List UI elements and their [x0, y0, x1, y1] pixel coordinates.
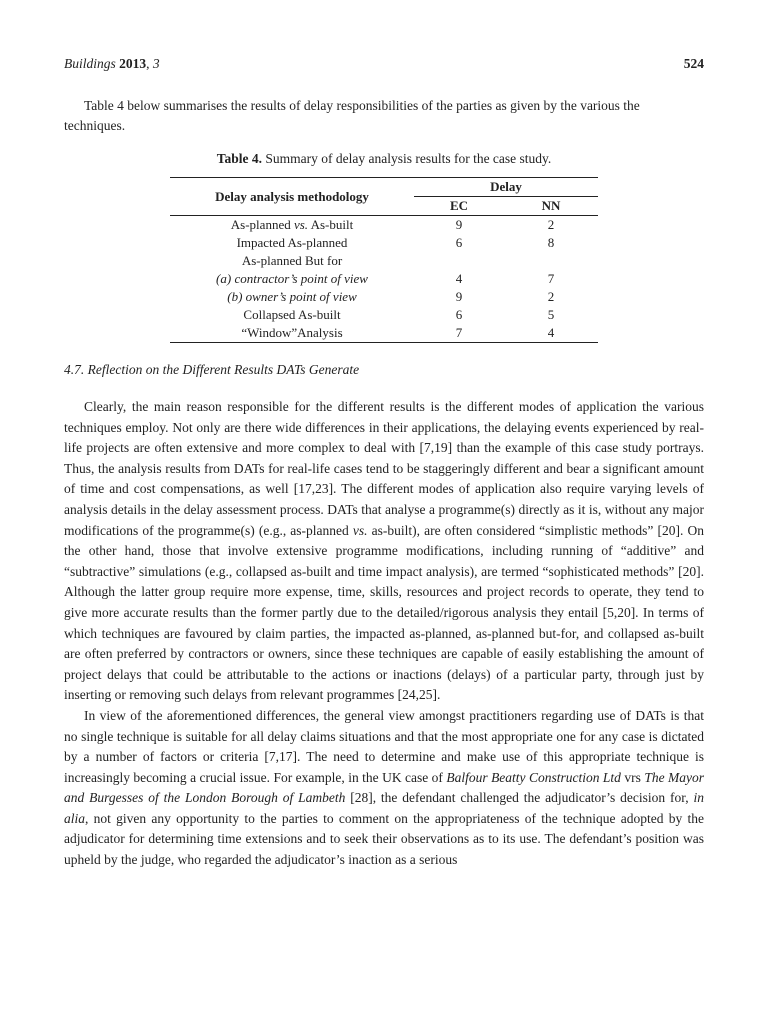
- page-number: 524: [683, 56, 704, 71]
- paragraph-2: In view of the aforementioned differences, the general view amongst practitioners regarding use of DATs is that no single technique is suitable for all delay claims situations and that the most appropriate one for any case is dictated by a number of factors or criteria [7,17]. The need to determine and make use of this appropriate technique is increasingly becoming a crucial issue. For example, in the UK case of Balfour Beatty Construction Ltd vrs The Mayor and Burgesses of the London Borough of Lambeth [28], the defendant challenged the adjudicator’s decision for, in alia, not given any opportunity to the parties to comment on the appropriateness of the technique adopted by the adjudicator for determining time extensions and to seek their observations as to its use. The defendant’s position was upheld by the judge, who regarded the adjudicator’s inaction as a serious: [64, 707, 704, 868]
- nn-cell: 5: [547, 307, 555, 322]
- journal-volume: 3: [152, 56, 160, 71]
- ec-cell: 6: [455, 235, 463, 250]
- header-methodology: Delay analysis methodology: [170, 178, 414, 216]
- paragraph-1: Clearly, the main reason responsible for the different results is the different modes of application the various techniques employ. Not only are there wide differences in their applications, the delaying events experienced by real-life projects are often extensive and more complex to deal with [7,19] than the example of this case study portrays. Thus, the analysis results from DATs for real-life cases tend to be staggeringly different and bear a significant amount of time and cost compensations, as well [17,23]. The different modes of application also require varying levels of analysis details in the delay assessment process. DATs that analyse a programme(s) directly as it is, without any major modifications of the programme(s) (e.g., as-planned vs. as-built), are often considered “simplistic methods” [20]. On the other hand, those that involve extensive programme modifications, including running of “additive” and “subtractive” simulations (e.g., collapsed as-built and time impact analysis), are termed “sophisticated methods” [20]. Although the latter group require more expense, time, skills, resources and project records to operate, they tend to give more accurate results than the former partly due to the detailed/rigorous analysis they entail [5,20]. In terms of which techniques are favoured by claim parties, the impacted as-planned, as-planned but-for, and collapsed as-built are often preferred by contractors or owners, since these techniques are capable of easily establishing the amount of project delays that could be attributable to the actions or inactions (delays) of a particular party, through just by inserting or removing such delays from relevant programmes [24,25].: [64, 399, 704, 703]
- table-row: [170, 270, 598, 288]
- ec-cell: 4: [455, 271, 463, 286]
- table-row: [170, 234, 598, 252]
- nn-cell: 4: [504, 324, 598, 343]
- delay-results-table: [170, 177, 598, 343]
- method-cell: “Window”Analysis: [170, 324, 414, 343]
- journal-name: Buildings: [64, 56, 116, 71]
- journal-year: 2013: [119, 56, 147, 71]
- ec-cell: [414, 252, 504, 270]
- ec-cell: 6: [455, 307, 463, 322]
- header-nn: NN: [504, 197, 598, 216]
- nn-cell: 8: [547, 235, 555, 250]
- method-cell: As-planned vs. As-built: [230, 217, 354, 232]
- table-row: [170, 324, 598, 343]
- header-delay: Delay: [414, 178, 598, 197]
- method-cell: As-planned But for: [241, 253, 343, 268]
- running-header: Buildings 2013, 3: [64, 56, 160, 71]
- nn-cell: 2: [547, 217, 555, 232]
- intro-paragraph: Table 4 below summarises the results of delay responsibilities of the parties as given by the various the techniques.: [64, 98, 640, 133]
- nn-cell: 7: [547, 271, 555, 286]
- table-caption-text: Summary of delay analysis results for the case study.: [265, 151, 552, 166]
- method-cell: (a) contractor’s point of view: [216, 271, 368, 286]
- ec-cell: 7: [414, 324, 504, 343]
- method-cell: (b) owner’s point of view: [227, 289, 357, 304]
- body-text: [64, 397, 704, 871]
- header-ec: EC: [414, 197, 504, 216]
- nn-cell: [504, 252, 598, 270]
- table-row: [170, 216, 598, 235]
- table-caption: [64, 151, 704, 167]
- section-heading: 4.7. Reflection on the Different Results DATs Generate: [64, 362, 360, 377]
- method-cell: Impacted As-planned: [236, 235, 348, 250]
- table-caption-label: Table 4.: [216, 151, 262, 166]
- ec-cell: 9: [455, 217, 463, 232]
- method-cell: Collapsed As-built: [243, 307, 341, 322]
- table-row: [170, 306, 598, 324]
- ec-cell: 9: [455, 289, 463, 304]
- nn-cell: 2: [547, 289, 555, 304]
- table-row: [170, 288, 598, 306]
- table-row: [170, 252, 598, 270]
